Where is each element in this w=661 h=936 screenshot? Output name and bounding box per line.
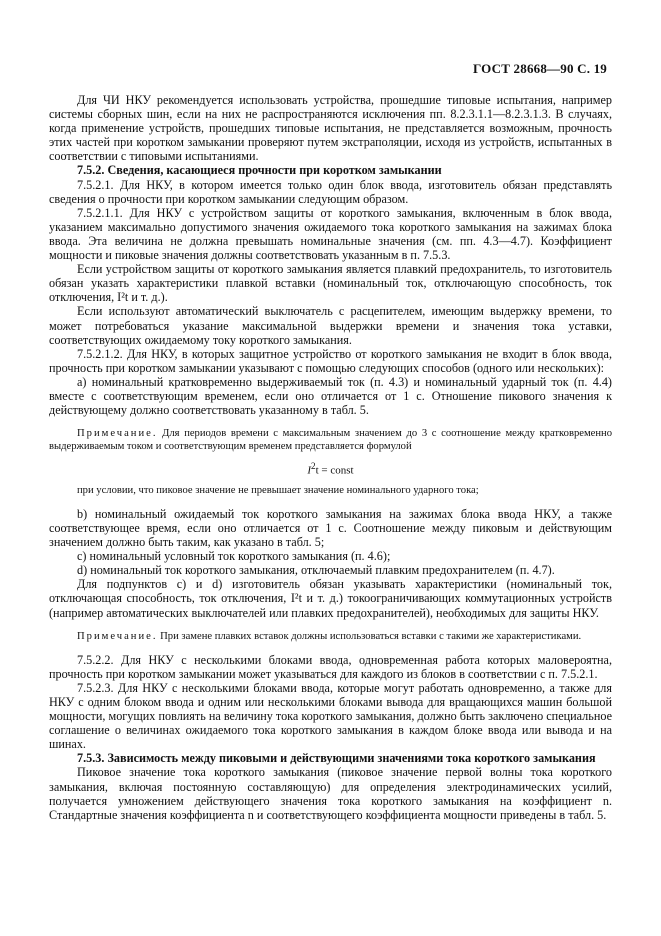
- paragraph-peak: Пиковое значение тока короткого замыкания (пиковое значение первой волны тока короткого замыкания, включая постоянную составляющую) для определения электродинамических усилий, получается умножением действующего значения тока короткого замыкания на коэффициент n. Стандартные значения коэффициента n и соответствующего коэффициента мощности приведены в табл. 5.: [49, 765, 612, 822]
- item-d: d) номинальный ток короткого замыкания, отключаемый плавким предохранителем (п. 4.7).: [77, 563, 555, 578]
- formula: [49, 459, 612, 478]
- note-2-label: Примечание.: [77, 630, 158, 642]
- note-2: [49, 630, 612, 643]
- paragraph-7-5-2-1: 7.5.2.1. Для НКУ, в котором имеется только один блок ввода, изготовитель обязан представлять сведения о прочности при коротком замыкании следующим образом.: [49, 177, 612, 206]
- section-heading-7-5-2: 7.5.2. Сведения, касающиеся прочности при коротком замыкании: [77, 163, 442, 178]
- formula-rest: t = const: [315, 464, 354, 477]
- page-header: ГОСТ 28668—90 С. 19: [473, 61, 607, 76]
- note-1-label: Примечание.: [77, 428, 158, 440]
- document-body: [49, 93, 612, 822]
- note-1: [49, 427, 612, 453]
- formula-i: I: [307, 464, 312, 477]
- paragraph-7-5-2-1-1: 7.5.2.1.1. Для НКУ с устройством защиты от короткого замыкания, включенным в блок ввода, указанием максимально допустимого значения ожидаемого тока короткого замыкания на зажимах блока ввода. Эта величина не должна превышать номинальные значения (см. пп. 4.3—4.7). Коэффициент мощности и пиковые значения должны соответствовать указанным в п. 7.5.3.: [49, 205, 612, 263]
- paragraph-intro: Для ЧИ НКУ рекомендуется использовать устройства, прошедшие типовые испытания, например системы сборных шин, если на них не распространяются исключения пп. 8.2.3.1.1—8.2.3.1.3. В случаях, когда применение устройств, прошедших типовые испытания, не представляется возможным, прочность этих частей при коротком замыкании проверяют путем экстраполяции, исходя из устройств, испытанных в соответствии с типовыми испытаниями.: [49, 93, 612, 164]
- item-b: b) номинальный ожидаемый ток короткого замыкания на зажимах блока ввода НКУ, а также соответствующее время, если оно отличается от 1 с. Соотношение между пиковым и действующим значением должно быть таким, как указано в табл. 5;: [49, 506, 612, 550]
- paragraph-breaker: Если используют автоматический выключатель с расцепителем, имеющим выдержку времени, то может потребоваться указание максимальной выдержки времени и значения тока уставки, соответствующих ожидаемому току короткого замыкания.: [49, 304, 612, 347]
- paragraph-7-5-2-2: 7.5.2.2. Для НКУ с несколькими блоками ввода, одновременная работа которых маловероятна, прочность при коротком замыкании может указываться для каждого из блоков в соответствии с п. 7.5.2.1.: [49, 652, 612, 681]
- section-heading-7-5-3: 7.5.3. Зависимость между пиковыми и действующими значениями тока короткого замыкания: [77, 751, 596, 766]
- note-2-text: При замене плавких вставок должны использоваться вставки с такими же характеристиками.: [157, 630, 582, 642]
- paragraph-7-5-2-3: 7.5.2.3. Для НКУ с несколькими блоками ввода, которые могут работать одновременно, а также для НКУ с одним блоком ввода и одним или несколькими блоками вывода для вращающихся машин большой мощности, могущих повлиять на величину тока короткого замыкания, должно быть заключено специальное соглашение о величинах ожидаемого тока короткого замыкания в каждом блоке ввода или вывода и на шинах.: [49, 680, 612, 752]
- paragraph-c-d: Для подпунктов c) и d) изготовитель обязан указывать характеристики (номинальный ток, отключающая способность, ток отключения, I²t и т. д.) токоограничивающих коммутационных устройств (например автоматических выключателей или плавких предохранителей), необходимых для защиты НКУ.: [49, 577, 612, 620]
- note-1-condition: при условии, что пиковое значение не превышает значение номинального ударного тока;: [77, 484, 479, 496]
- item-c: c) номинальный условный ток короткого замыкания (п. 4.6);: [77, 549, 391, 564]
- paragraph-fuse: Если устройством защиты от короткого замыкания является плавкий предохранитель, то изготовитель обязан указать характеристики плавкой вставки (номинальный ток, отключающую способность, ток отключения, I²t и т. д.).: [49, 262, 612, 305]
- item-a: a) номинальный кратковременно выдерживаемый ток (п. 4.3) и номинальный ударный ток (п. 4.4) вместе с соответствующим временем, если оно отличается от 1 с. Отношение пикового значения к действующему должно соответствовать указанному в табл. 5.: [49, 374, 612, 418]
- note-1-text: Для периодов времени с максимальным значением до 3 с соотношение между кратковременно выдерживаемым током и соответствующим временем представляется формулой: [49, 428, 612, 453]
- paragraph-7-5-2-1-2: 7.5.2.1.2. Для НКУ, в которых защитное устройство от короткого замыкания не входит в блок ввода, прочность при коротком замыкании указывают с помощью следующих способов (одного или нескольких):: [49, 346, 612, 375]
- formula-sup: 2: [311, 461, 316, 472]
